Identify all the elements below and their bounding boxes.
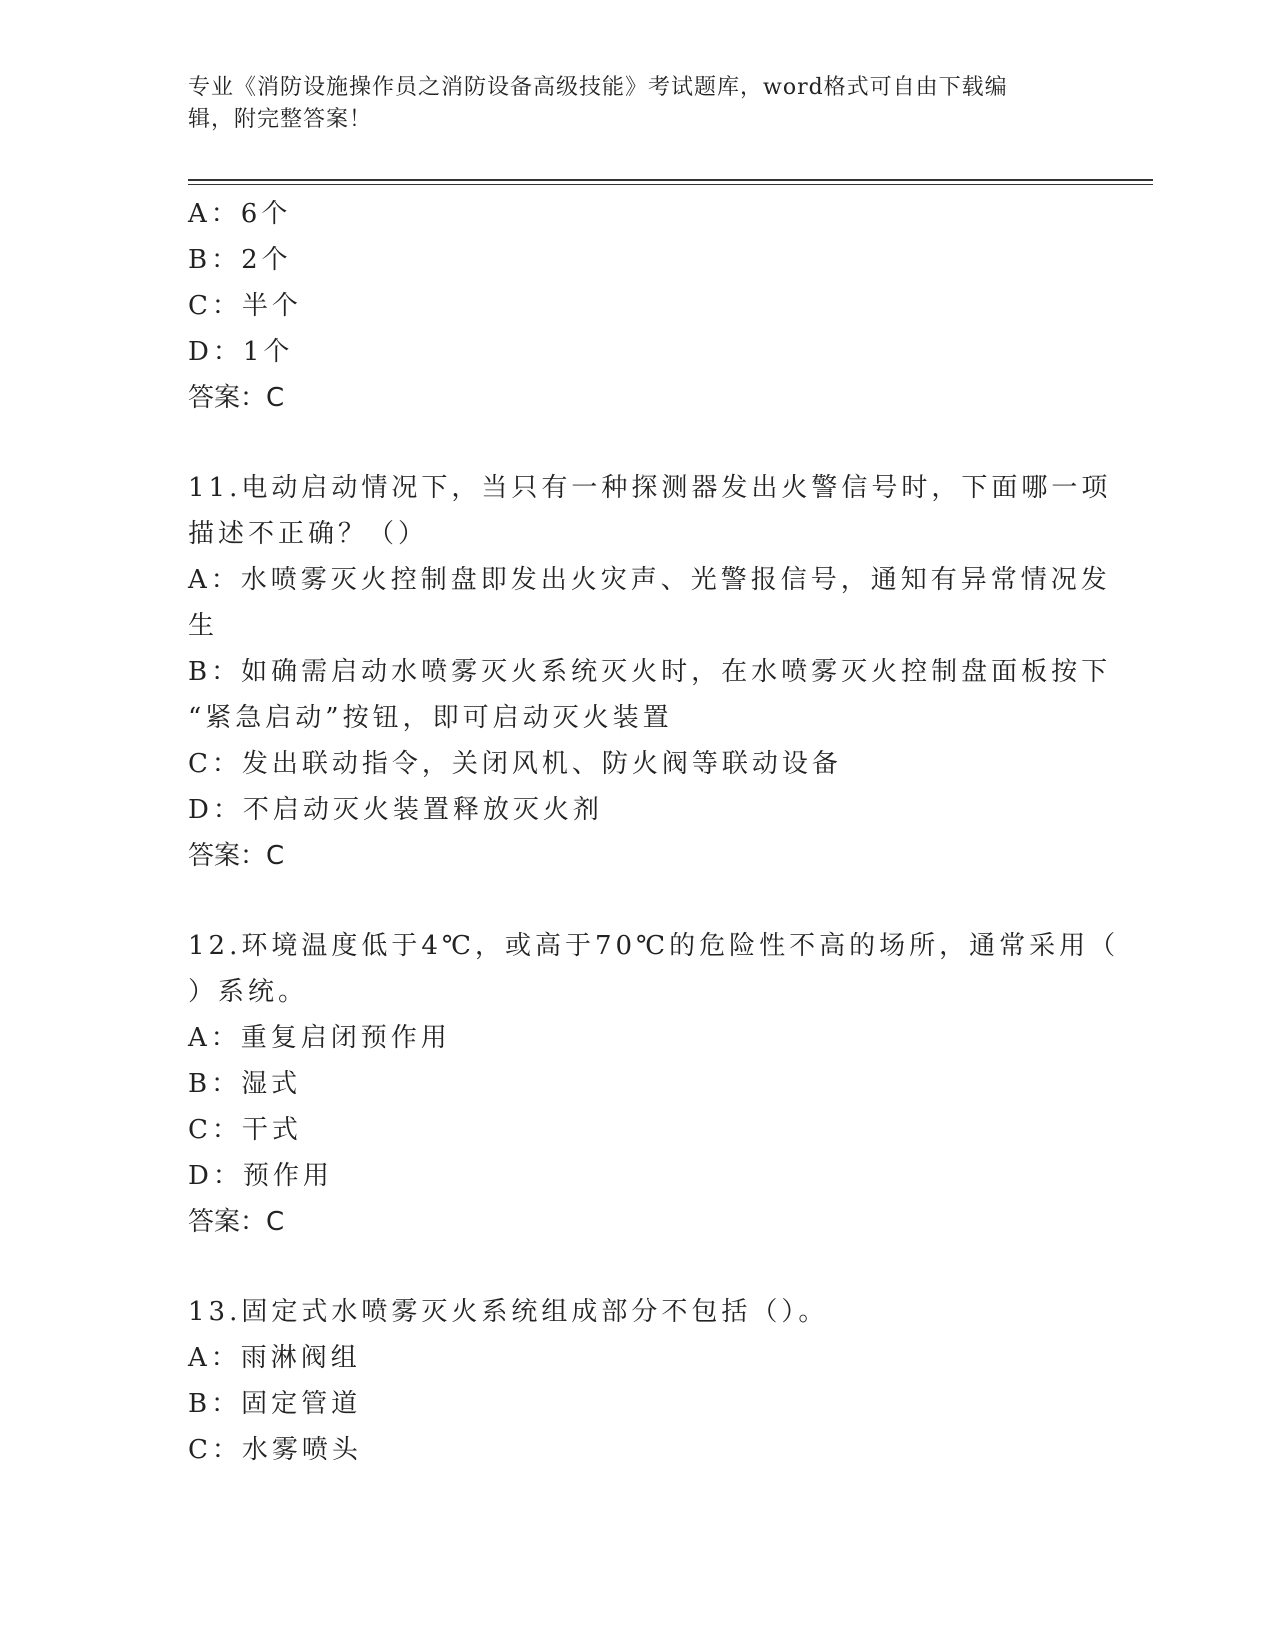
question-11 [188,465,1112,879]
option-a-line-1: A：水喷雾灭火控制盘即发出火灾声、光警报信号，通知有异常情况发 [188,565,1111,595]
page-header [188,72,1088,136]
answer: 答案：C [188,1207,285,1237]
header-line-1: 专业《消防设施操作员之消防设备高级技能》考试题库，word格式可自由下载编 [188,75,1008,100]
question-stem-line-1: 12.环境温度低于4℃，或高于70℃的危险性不高的场所，通常采用（ [188,931,1120,961]
question-13 [188,1289,1078,1473]
question-stem-line-1: 11.电动启动情况下，当只有一种探测器发出火警信号时，下面哪一项 [188,473,1112,503]
option-d: D：预作用 [188,1161,333,1191]
header-line-2: 辑，附完整答案！ [188,107,373,132]
answer: 答案：C [188,841,285,871]
question-list [188,191,1120,1473]
option-c: C：发出联动指令，关闭风机、防火阀等联动设备 [188,749,842,779]
option-b-line-1: B：如确需启动水喷雾灭火系统灭火时，在水喷雾灭火控制盘面板按下 [188,657,1112,687]
header-rule-thin [188,184,1153,185]
option-a: A：6个 [188,199,292,229]
answer: 答案：C [188,383,285,413]
option-a-line-2: 生 [188,611,219,641]
question-stem-line-2: ）系统。 [188,977,309,1007]
option-b: B：2个 [188,245,292,275]
option-d: D：1个 [188,337,294,367]
option-b-line-2: “紧急启动”按钮，即可启动灭火装置 [188,703,673,733]
question-stem: 13.固定式水喷雾灭火系统组成部分不包括（）。 [188,1297,829,1327]
option-c: C：干式 [188,1115,302,1145]
option-d: D：不启动灭火装置释放灭火剂 [188,795,603,825]
option-b: B：固定管道 [188,1389,362,1419]
option-b: B：湿式 [188,1069,302,1099]
option-a: A：雨淋阀组 [188,1343,361,1373]
question-12 [188,923,1120,1245]
option-c: C：半个 [188,291,302,321]
question-stem-line-2: 描述不正确？（） [188,519,429,549]
question-10 [188,191,1078,421]
header-rule-thick [188,179,1153,181]
option-a: A：重复启闭预作用 [188,1023,451,1053]
option-c: C：水雾喷头 [188,1435,362,1465]
